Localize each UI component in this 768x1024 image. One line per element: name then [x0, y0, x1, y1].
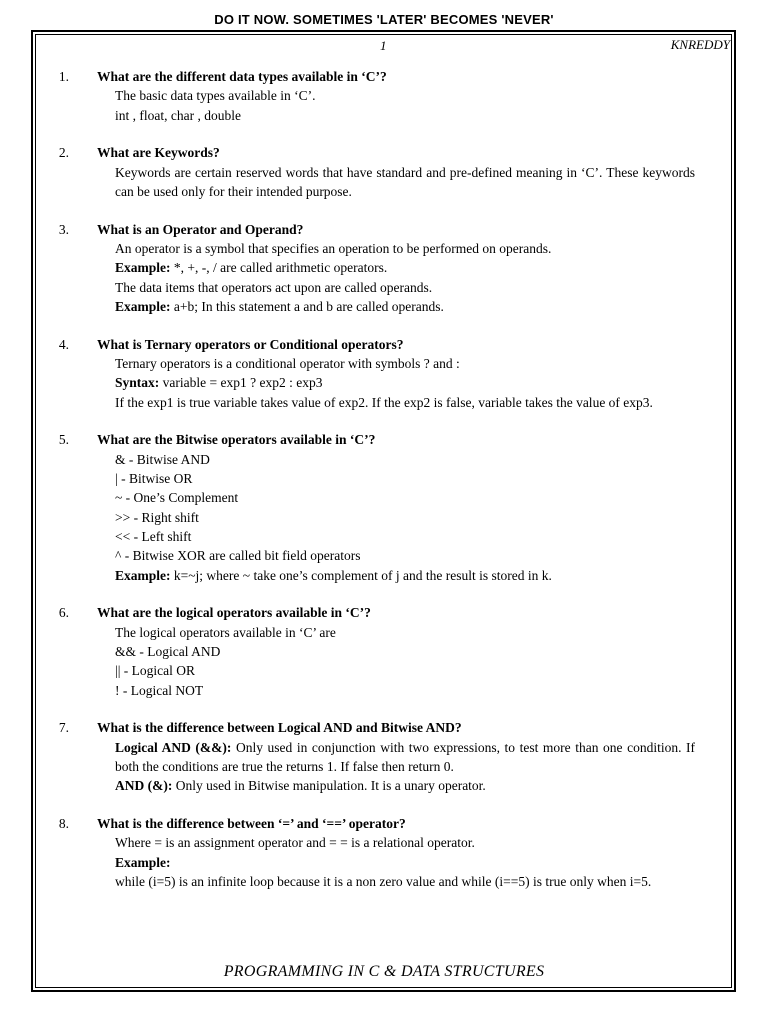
answer-text: An operator is a symbol that specifies an operation to be performed on operands. [115, 241, 552, 257]
answer-label: Example: [115, 567, 171, 583]
answer-body [97, 354, 695, 412]
answer-label: Logical AND (&&): [115, 739, 232, 755]
answer-text: Ternary operators is a conditional operator with symbols ? and : [115, 356, 460, 372]
answer-line [115, 163, 699, 202]
question-title: What is Ternary operators or Conditional operators? [97, 336, 404, 352]
answer-text: If the exp1 is true variable takes value of exp2. If the exp2 is false, variable takes the value of exp3. [115, 394, 653, 410]
answer-line [115, 508, 695, 527]
answer-line [115, 373, 695, 392]
question-title: What is the difference between Logical AND and Bitwise AND? [97, 720, 462, 736]
answer-line [115, 527, 695, 546]
answer-text: ~ - One’s Complement [115, 490, 239, 506]
answer-line [115, 623, 695, 642]
answer-text: ! - Logical NOT [115, 682, 204, 698]
answer-line [115, 661, 695, 680]
answer-line [115, 642, 695, 661]
question-title: What are Keywords? [97, 145, 220, 161]
answer-text: Keywords are certain reserved words that have standard and pre-defined meaning in ‘C’. These keywords can be used only for their intended purpose. [115, 164, 699, 199]
question-item [55, 430, 695, 584]
page-motto: DO IT NOW. SOMETIMES 'LATER' BECOMES 'NEVER' [214, 12, 554, 27]
question-number: 3. [58, 221, 69, 237]
answer-line [115, 566, 695, 585]
question-number: 7. [58, 720, 69, 736]
answer-text: int , float, char , double [115, 107, 241, 123]
question-number: 6. [58, 605, 69, 621]
answer-body [97, 738, 699, 796]
answer-text: variable = exp1 ? exp2 : exp3 [159, 375, 323, 391]
question-number: 8. [58, 816, 69, 831]
question-item [55, 718, 699, 795]
answer-line [115, 776, 695, 795]
question-title: What are the different data types available in ‘C’? [97, 69, 387, 84]
answer-text: ^ - Bitwise XOR are called bit field operators [115, 548, 361, 564]
answer-text: The logical operators available in ‘C’ are [115, 624, 336, 640]
answer-line [115, 297, 695, 316]
answer-line [115, 853, 695, 872]
answer-label: AND (&): [115, 778, 173, 794]
question-number: 1. [58, 69, 69, 84]
answer-line [115, 258, 695, 277]
answer-text: && - Logical AND [115, 643, 221, 659]
answer-text: Where = is an assignment operator and = = is a relational operator. [115, 835, 475, 851]
answer-line [115, 833, 695, 852]
answer-line [115, 681, 695, 700]
answer-body [97, 450, 695, 585]
question-title: What are the logical operators available in ‘C’? [97, 605, 371, 621]
answer-line [115, 872, 695, 891]
answer-text: Only used in Bitwise manipulation. It is a unary operator. [172, 778, 486, 794]
question-number: 5. [58, 432, 69, 448]
answer-text: << - Left shift [115, 528, 192, 544]
question-title: What is the difference between ‘=’ and ‘==’ operator? [97, 816, 406, 831]
answer-text: k=~j; where ~ take one’s complement of j and the result is stored in k. [170, 567, 552, 583]
author-name: KNREDDY [670, 37, 730, 52]
answer-line [115, 86, 695, 105]
question-item [55, 220, 695, 316]
answer-body [97, 163, 699, 202]
answer-text: || - Logical OR [115, 663, 196, 679]
answer-text: >> - Right shift [115, 509, 199, 525]
answer-label: Example: [115, 260, 171, 276]
answer-label: Example: [115, 298, 171, 314]
answer-text: while (i=5) is an infinite loop because it is a non zero value and while (i==5) is true only when i=5. [115, 873, 652, 889]
answer-body [97, 623, 695, 700]
answer-text: | - Bitwise OR [115, 471, 193, 487]
answer-text: The basic data types available in ‘C’. [115, 88, 316, 104]
question-list [55, 67, 699, 910]
question-number: 2. [58, 145, 69, 161]
answer-body [97, 239, 695, 316]
answer-line [115, 450, 695, 469]
answer-label: Syntax: [115, 375, 160, 391]
question-item [55, 335, 695, 412]
answer-line [115, 488, 695, 507]
answer-line [115, 393, 695, 412]
answer-line [115, 239, 695, 258]
question-number: 4. [58, 336, 69, 352]
answer-text: Only used in conjunction with two expressions, to test more than one condition. If both the conditions are true the returns 1. If false then return 0. [115, 739, 699, 774]
question-item [55, 143, 699, 201]
answer-text: & - Bitwise AND [115, 451, 210, 467]
footer-title: PROGRAMMING IN C & DATA STRUCTURES [223, 963, 545, 980]
answer-text: a+b; In this statement a and b are called operands. [170, 298, 444, 314]
question-item [55, 603, 695, 699]
page-number: 1 [380, 38, 387, 53]
question-title: What are the Bitwise operators available in ‘C’? [97, 432, 376, 448]
answer-body [97, 833, 695, 891]
answer-text: *, +, -, / are called arithmetic operators. [170, 260, 388, 276]
answer-line [115, 354, 695, 373]
answer-line [115, 469, 695, 488]
question-item [55, 67, 695, 125]
question-item [55, 814, 695, 891]
question-title: What is an Operator and Operand? [97, 221, 304, 237]
answer-text: The data items that operators act upon are called operands. [115, 279, 433, 295]
answer-line [115, 546, 695, 565]
answer-body [97, 86, 695, 125]
answer-line [115, 738, 699, 777]
answer-line [115, 106, 695, 125]
answer-line [115, 278, 695, 297]
answer-label: Example: [115, 854, 171, 870]
